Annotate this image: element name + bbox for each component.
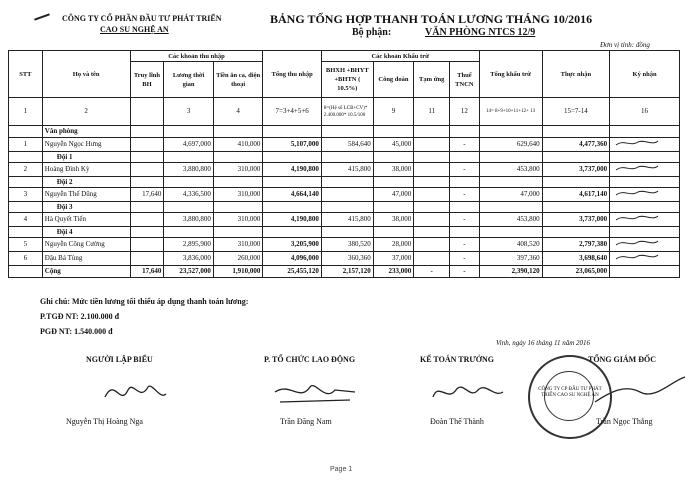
date-line: Vinh, ngày 16 tháng 11 năm 2016 (496, 339, 591, 347)
signer-name-3: Đoàn Thế Thành (430, 417, 484, 426)
payroll-table (8, 50, 680, 278)
group-row: Đội 2 (9, 177, 680, 188)
dept-value: VĂN PHÒNG NTCS 12/9 (425, 27, 536, 38)
table-row: 5 Nguyễn Công Cường 2,895,900 310,000 3,205,900 380,520 28,000 - 408,520 2,797,380 (9, 238, 680, 252)
signer-role-2: P. TỔ CHỨC LAO ĐỘNG (264, 355, 356, 364)
employee-name: Hà Quyết Tiến (42, 213, 130, 227)
employee-name: Hoàng Đình Kỳ (42, 163, 130, 177)
note-line-1: Ghi chú: Mức tiền lương tối thiểu áp dụng thanh toán lương: (40, 297, 249, 306)
col-tax: Thuế TNCN (450, 62, 479, 98)
signer-role-4: TỔNG GIÁM ĐỐC (588, 355, 656, 364)
signer-name-4: Trần Ngọc Thắng (596, 417, 653, 426)
signer-role-1: NGƯỜI LẬP BIỂU (86, 355, 153, 364)
group-row: Đội 4 (9, 227, 680, 238)
col-truy-linh: Truy lĩnh BH (130, 62, 164, 98)
col-name: Họ và tên (42, 51, 130, 98)
signature-cell (610, 188, 680, 202)
table-row: 6 Đậu Bá Tùng 3,836,000 260,000 4,096,000 360,360 37,000 - 397,360 3,698,640 (9, 252, 680, 266)
logo-mark (34, 13, 50, 20)
col-total-income: Tổng thu nhập (263, 51, 322, 98)
unit-note: Đơn vị tính: đồng (600, 41, 650, 49)
employee-name: Nguyễn Công Cường (42, 238, 130, 252)
stamp-text: CÔNG TY CP ĐẦU TƯ PHÁT TRIỂN CAO SU NGHỆ AN (538, 387, 602, 398)
signature-3 (428, 372, 508, 412)
employee-name: Đậu Bá Tùng (42, 252, 130, 266)
col-insurance: BHXH +BHYT +BHTN ( 10.5%) (321, 62, 373, 98)
col-deduct-group: Các khoản Khấu trừ (321, 51, 479, 62)
signer-role-3: KẾ TOÁN TRƯỞNG (420, 355, 494, 364)
table-row: 4 Hà Quyết Tiến 3,880,800 310,000 4,190,800 415,800 38,000 - 453,800 3,737,000 (9, 213, 680, 227)
signer-name-2: Trần Đăng Nam (280, 417, 332, 426)
company-name: CÔNG TY CỔ PHẦN ĐẦU TƯ PHÁT TRIỂN (62, 14, 222, 23)
company-subname: CAO SU NGHỆ AN (100, 25, 169, 34)
table-row: 1 Nguyễn Ngọc Hưng 4,697,000 410,000 5,107,000 584,640 45,000 - 629,640 4,477,360 (9, 138, 680, 152)
employee-name: Nguyễn Ngọc Hưng (42, 138, 130, 152)
section-label: Văn phòng (42, 126, 130, 138)
col-stt: STT (9, 51, 43, 98)
code-row: 1 2 3 4 7=3+4+5+6 8=(Hệ số LCB+CV)* 2.400.000* 10.5/100 9 11 12 14= 8+9+10+11+12+ 13 15=7-14 16 (9, 98, 680, 126)
signature-2 (270, 372, 360, 412)
col-income-group: Các khoản thu nhập (130, 51, 263, 62)
signature-1 (100, 372, 170, 412)
signature-cell (610, 138, 680, 152)
signer-name-1: Nguyễn Thị Hoàng Nga (66, 417, 143, 426)
col-net: Thực nhận (542, 51, 610, 98)
total-row: Cộng 17,640 23,527,000 1,910,000 25,455,120 2,157,120 233,000 - - 2,390,120 23,065,000 (9, 266, 680, 278)
col-advance: Tạm ứng (414, 62, 450, 98)
page-footer: Page 1 (330, 466, 353, 473)
col-total-deduct: Tổng khấu trừ (479, 51, 542, 98)
col-sign: Ký nhận (610, 51, 680, 98)
dept-label: Bộ phận: (352, 27, 392, 38)
signature-cell (610, 213, 680, 227)
table-row: 2 Hoàng Đình Kỳ 3,880,800 310,000 4,190,800 415,800 38,000 - 453,800 3,737,000 (9, 163, 680, 177)
page-title: BẢNG TỔNG HỢP THANH TOÁN LƯƠNG THÁNG 10/2016 (270, 12, 593, 26)
col-meal: Tiền ăn ca, điện thoại (213, 62, 263, 98)
col-union: Công đoàn (373, 62, 414, 98)
signature-cell (610, 252, 680, 266)
group-row: Đội 3 (9, 202, 680, 213)
note-line-2: P.TGĐ NT: 2.100.000 đ (40, 312, 120, 321)
signature-cell (610, 163, 680, 177)
group-row: Đội 1 (9, 152, 680, 163)
note-line-3: PGĐ NT: 1.540.000 đ (40, 327, 113, 336)
employee-name: Nguyễn Thế Dũng (42, 188, 130, 202)
table-row: 3 Nguyễn Thế Dũng 17,640 4,336,500 310,000 4,664,140 47,000 - 47,000 4,617,140 (9, 188, 680, 202)
company-stamp (528, 355, 612, 439)
col-salary: Lương thời gian (164, 62, 214, 98)
signature-cell (610, 238, 680, 252)
